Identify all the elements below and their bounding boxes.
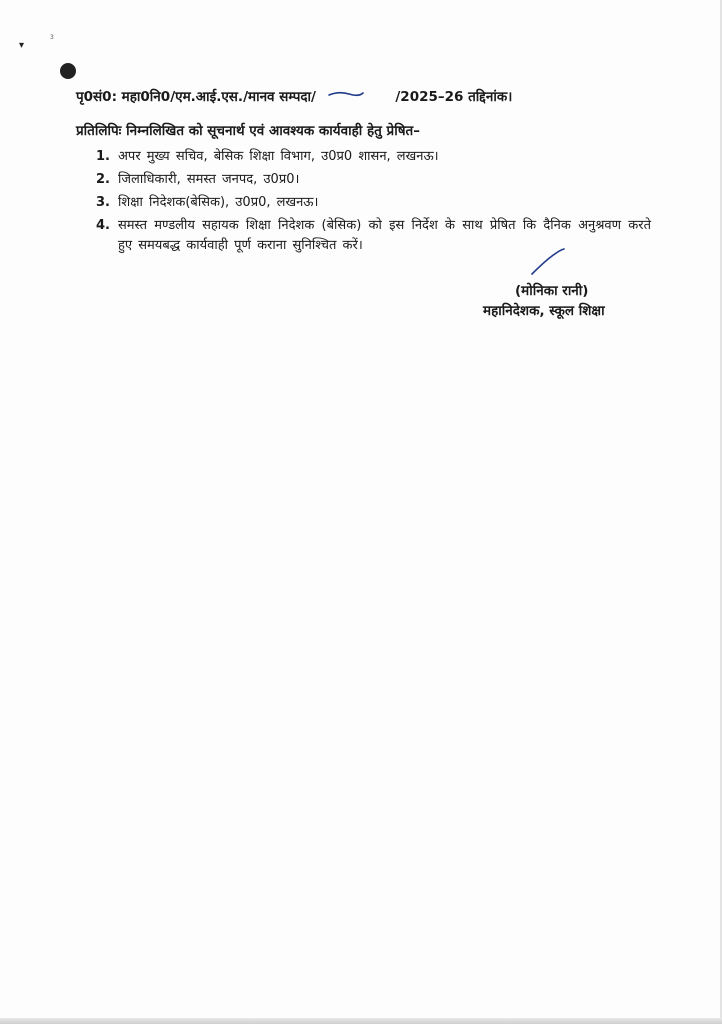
signatory-designation: महानिदेशक, स्कूल शिक्षा [483,303,605,319]
list-item-text: जिलाधिकारी, समस्त जनपद, उ0प्र0। [118,172,300,187]
list-item-number: 4. [96,218,110,233]
scan-mark-small: 3 [50,34,54,41]
scan-bottom-edge [0,1018,722,1024]
reference-prefix: पृ0सं0: महा0नि0/एम.आई.एस./मानव सम्पदा/ [76,89,316,105]
reference-suffix: /2025–26 तद्दिनांक। [395,89,513,105]
list-item-text: शिक्षा निदेशक(बेसिक), उ0प्र0, लखनऊ। [118,195,319,210]
punch-hole [60,63,76,79]
list-item-text: समस्त मण्डलीय सहायक शिक्षा निदेशक (बेसिक) को इस निर्देश के साथ प्रेषित कि दैनिक अनुश्रवण करते हुए समयबद्ध कार्यवाही पूर्ण कराना सुनिश्चित करें। [118,218,651,253]
list-item [96,170,651,190]
handwritten-dash [321,91,391,101]
recipient-list [96,147,651,259]
list-item [96,147,651,167]
scan-mark: ▾ [19,40,25,51]
list-item-number: 2. [96,172,110,187]
list-item [96,193,651,213]
list-item-text: अपर मुख्य सचिव, बेसिक शिक्षा विभाग, उ0प्र0 शासन, लखनऊ। [118,149,439,164]
list-item-number: 1. [96,149,110,164]
copy-to-heading: प्रतिलिपिः निम्नलिखित को सूचनार्थ एवं आवश्यक कार्यवाही हेतु प्रेषित– [76,123,420,139]
signatory-name: (मोनिका रानी) [515,283,589,299]
list-item-number: 3. [96,195,110,210]
reference-number-line [76,87,512,105]
handwritten-signature [528,246,568,282]
